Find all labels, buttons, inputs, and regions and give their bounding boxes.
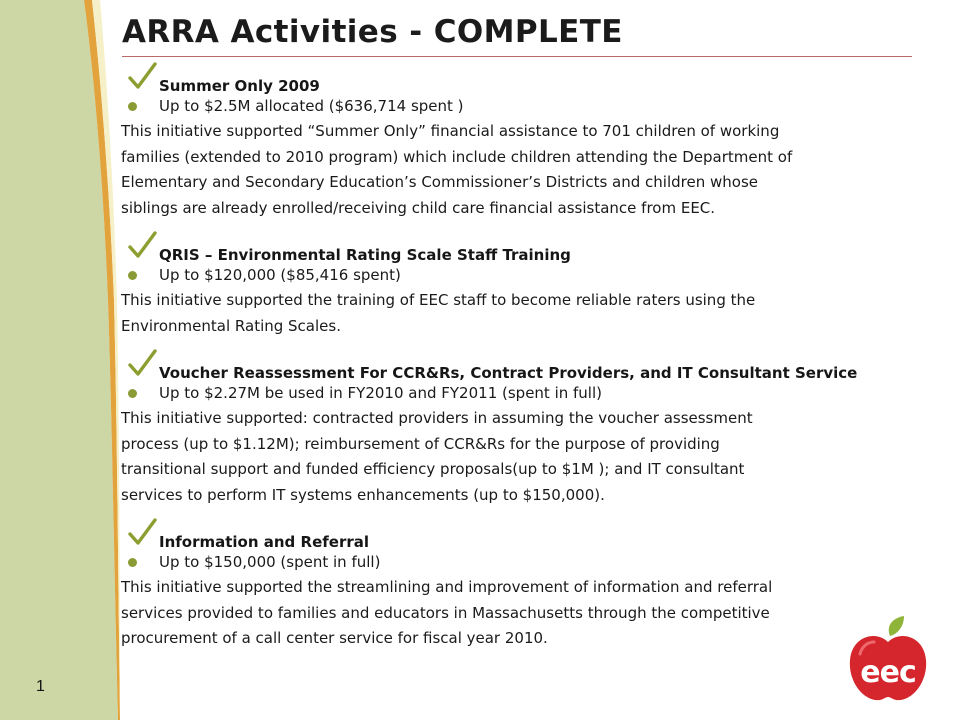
section-heading: Information and Referral bbox=[159, 533, 369, 551]
section-information-referral bbox=[121, 518, 911, 652]
slide-title: ARRA Activities - COMPLETE bbox=[122, 14, 623, 50]
section-voucher-reassessment bbox=[121, 349, 911, 508]
section-description bbox=[121, 406, 911, 508]
description-line: services to perform IT systems enhancements (up to $150,000). bbox=[121, 485, 605, 504]
section-description bbox=[121, 288, 911, 339]
bullet-item bbox=[121, 381, 911, 405]
section-qris-training bbox=[121, 231, 911, 339]
section-heading-row bbox=[121, 349, 911, 381]
description-line: This initiative supported the training of EEC staff to become reliable raters using the bbox=[121, 291, 756, 309]
bullet-icon bbox=[128, 558, 137, 567]
slide-number: 1 bbox=[36, 678, 45, 695]
bullet-text: Up to $150,000 (spent in full) bbox=[159, 553, 381, 571]
description-line: Environmental Rating Scales. bbox=[121, 316, 341, 335]
section-heading-row bbox=[121, 518, 911, 550]
description-line: This initiative supported: contracted providers in assuming the voucher assessment bbox=[121, 409, 753, 427]
description-line: Elementary and Secondary Education’s Commissioner’s Districts and children whose bbox=[121, 173, 758, 191]
description-line: process (up to $1.12M); reimbursement of CCR&Rs for the purpose of providing bbox=[121, 434, 720, 453]
section-heading-row bbox=[121, 62, 911, 94]
eec-apple-logo bbox=[846, 614, 930, 704]
description-line: procurement of a call center service for fiscal year 2010. bbox=[121, 629, 548, 647]
bullet-item bbox=[121, 94, 911, 118]
description-line: services provided to families and educators in Massachusetts through the competitive bbox=[121, 603, 770, 622]
section-heading: Summer Only 2009 bbox=[159, 77, 320, 95]
section-description bbox=[121, 575, 911, 652]
bullet-text: Up to $2.27M be used in FY2010 and FY2011 (spent in full) bbox=[159, 384, 602, 402]
bullet-item bbox=[121, 263, 911, 287]
bullet-icon bbox=[128, 271, 137, 280]
description-line: This initiative supported the streamlining and improvement of information and referral bbox=[121, 578, 773, 596]
checkmark-icon bbox=[127, 231, 157, 259]
section-heading-row bbox=[121, 231, 911, 263]
description-line: transitional support and funded efficiency proposals(up to $1M ); and IT consultant bbox=[121, 460, 745, 478]
bullet-text: Up to $120,000 ($85,416 spent) bbox=[159, 266, 401, 284]
section-heading: Voucher Reassessment For CCR&Rs, Contract Providers, and IT Consultant Service bbox=[159, 364, 858, 382]
description-line: families (extended to 2010 program) which include children attending the Department of bbox=[121, 147, 793, 166]
content-area bbox=[121, 62, 911, 652]
checkmark-icon bbox=[127, 349, 157, 377]
description-line: This initiative supported “Summer Only” financial assistance to 701 children of working bbox=[121, 122, 780, 140]
logo-text: eec bbox=[860, 655, 916, 690]
bullet-icon bbox=[128, 102, 137, 111]
checkmark-icon bbox=[127, 62, 157, 90]
section-summer-only bbox=[121, 62, 911, 221]
title-divider bbox=[122, 56, 912, 57]
section-heading: QRIS – Environmental Rating Scale Staff Training bbox=[159, 246, 571, 264]
description-line: siblings are already enrolled/receiving child care financial assistance from EEC. bbox=[121, 198, 716, 217]
section-description bbox=[121, 119, 911, 221]
bullet-icon bbox=[128, 389, 137, 398]
bullet-text: Up to $2.5M allocated ($636,714 spent ) bbox=[159, 97, 464, 115]
checkmark-icon bbox=[127, 518, 157, 546]
bullet-item bbox=[121, 550, 911, 574]
sidebar-decoration bbox=[0, 0, 120, 720]
